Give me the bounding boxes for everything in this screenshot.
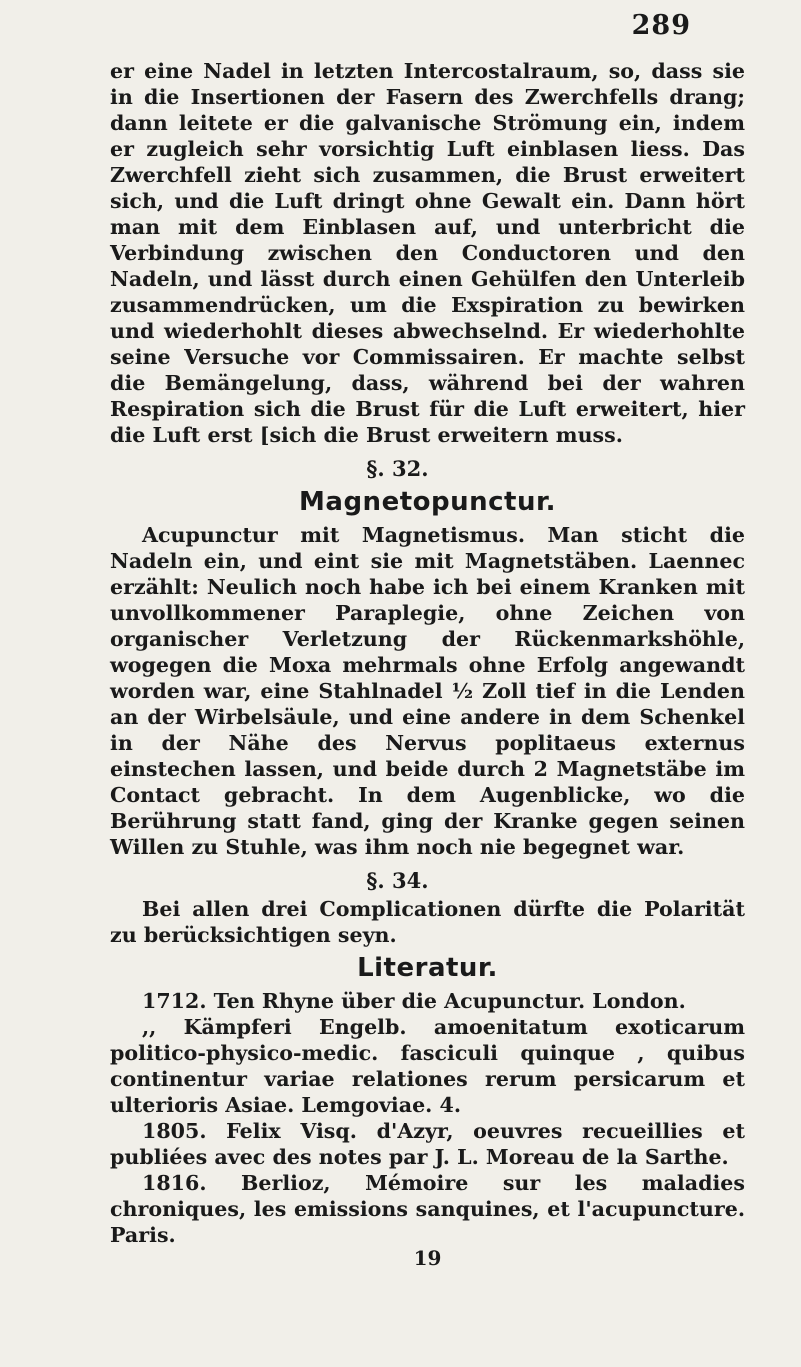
literature-entry: 1805. Felix Visq. d'Azyr, oeuvres recueillies et publiées avec des notes par J. L. Moreau de la Sarthe. xyxy=(110,1119,745,1169)
literature-entry: 1712. Ten Rhyne über die Acupunctur. London. xyxy=(142,989,686,1013)
paragraph-galvanic-respiration: er eine Nadel in letzten Intercostalraum, so, dass sie in die Insertionen der Fasern des Zwerchfells drang; dann leitete er die galvanische Strömung ein, indem er zugleich sehr vorsichtig Luft einblasen liess. Das Zwerchfell zieht sich zusammen, die Brust erweitert sich, und die Luft dringt ohne Gewalt ein. Dann hört man mit dem Einblasen auf, und unterbricht die Verbindung zwischen den Conductoren und den Nadeln, und lässt durch einen Gehülfen den Unterleib zusammendrücken, um die Exspiration zu bewirken und wiederhohlt dieses abwechselnd. Er wiederhohlte seine Versuche vor Commissairen. Er machte selbst die Bemängelung, dass, während bei der wahren Respiration sich die Brust für die Luft erweitert, hier die Luft erst [sich die Brust erweitern muss. xyxy=(110,59,745,447)
signature-mark: 19 xyxy=(413,1246,442,1270)
section-number-32: §. 32. xyxy=(366,456,429,481)
section-title-literatur: Literatur. xyxy=(357,953,498,983)
paragraph-polaritaet: Bei allen drei Complicationen dürfte die Polarität zu berücksichtigen seyn. xyxy=(110,897,745,947)
page-number: 289 xyxy=(631,10,691,41)
literature-entry: 1816. Berlioz, Mémoire sur les maladies chroniques, les emissions sanquines, et l'acupuncture. Paris. xyxy=(110,1171,745,1247)
literature-entry: ,, Kämpferi Engelb. amoenitatum exoticarum politico-physico-medic. fasciculi quinque , quibus continentur variae relationes rerum persicarum et ulterioris Asiae. Lemgoviae. 4. xyxy=(110,1015,745,1117)
literature-list xyxy=(110,988,745,1248)
paragraph-acupunctur-magnetismus: Acupunctur mit Magnetismus. Man sticht die Nadeln ein, und eint sie mit Magnetstäben. Laennec erzählt: Neulich noch habe ich bei einem Kranken mit unvollkommener Paraplegie, ohne Zeichen von organischer Verletzung der Rückenmarkshöhle, wogegen die Moxa mehrmals ohne Erfolg angewandt worden war, eine Stahlnadel ½ Zoll tief in die Lenden an der Wirbelsäule, und eine andere in dem Schenkel in der Nähe des Nervus poplitaeus externus einstechen lassen, und beide durch 2 Magnetstäbe im Contact gebracht. In dem Augenblicke, wo die Berührung statt fand, ging der Kranke gegen seinen Willen zu Stuhle, was ihm noch nie begegnet war. xyxy=(110,523,745,859)
section-title-magnetopunctur: Magnetopunctur. xyxy=(299,487,556,517)
section-number-34: §. 34. xyxy=(366,868,429,893)
